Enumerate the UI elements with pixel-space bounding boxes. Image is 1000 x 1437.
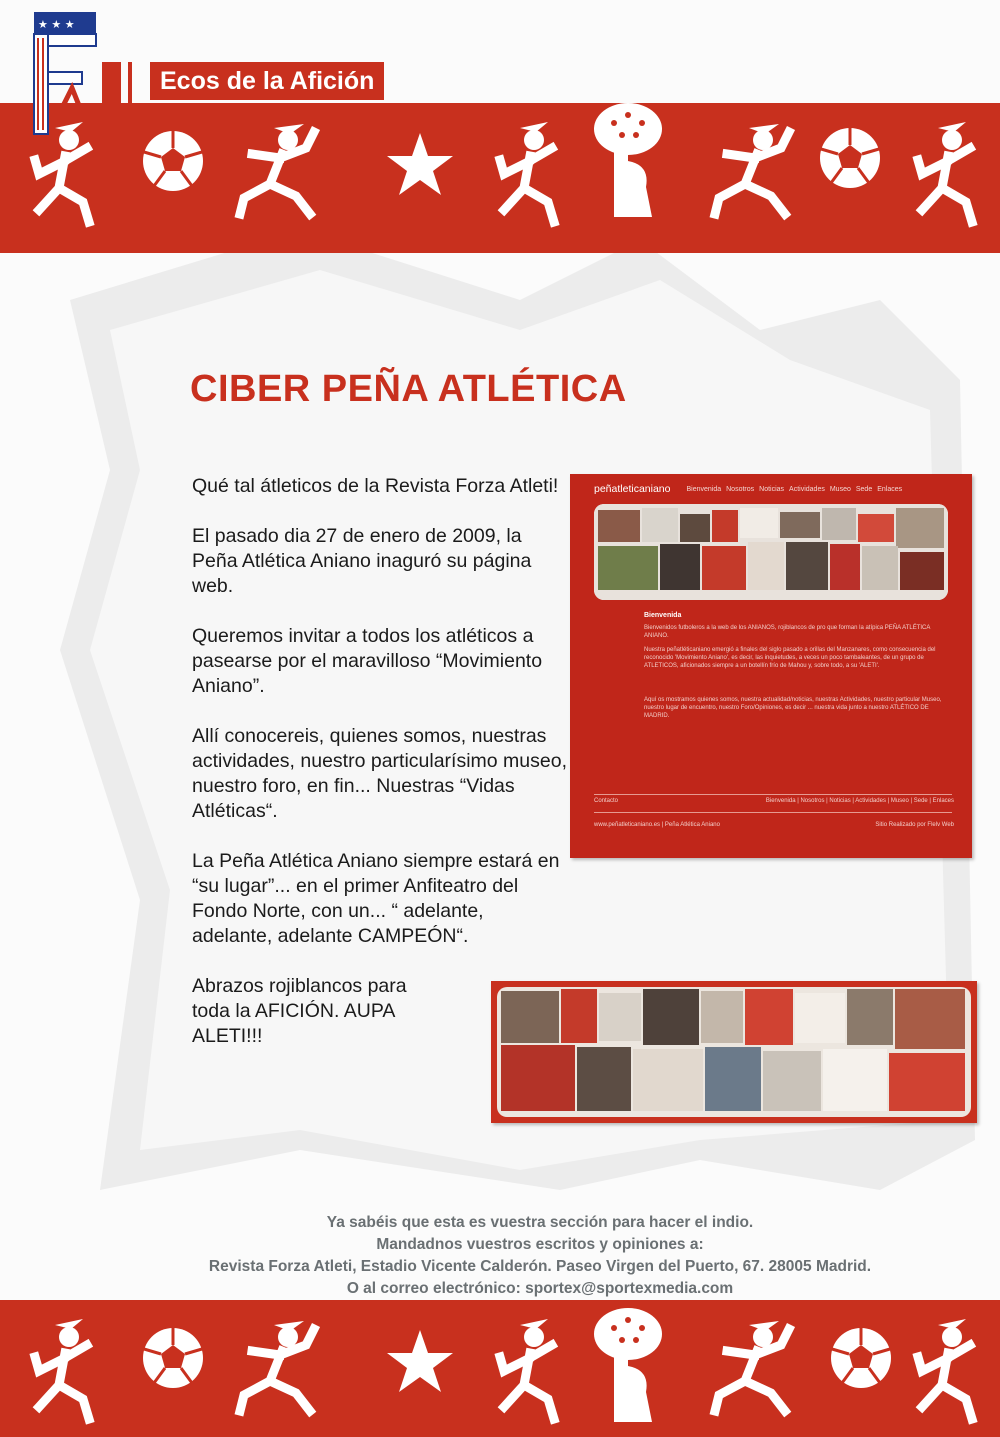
website-heading: Bienvenida bbox=[644, 612, 682, 619]
website-divider bbox=[594, 794, 952, 795]
bottom-icon-row bbox=[0, 1320, 1000, 1430]
svg-text:★ ★ ★: ★ ★ ★ bbox=[38, 18, 75, 31]
website-footer-credit-row bbox=[594, 822, 954, 828]
photo-collage-graphic bbox=[491, 981, 977, 1123]
website-paragraph: Bienvenidos futboleros a la web de los ANIANOS, rojiblancos de pro que forman la atípica PEÑA ATLÉTICA ANIANO. bbox=[644, 625, 931, 639]
website-credit: Sitio Realizado por Flelv Web bbox=[875, 822, 954, 828]
bottom-decorative-band bbox=[0, 1300, 1000, 1437]
article-paragraph: El pasado dia 27 de enero de 2009, la Peña Atlética Aniano inaguró su página web. bbox=[192, 525, 532, 597]
madrid-bear-tree-icon bbox=[592, 103, 664, 221]
website-footer-links: Bienvenida | Nosotros | Noticias | Actividades | Museo | Sede | Enlaces bbox=[765, 798, 954, 804]
dancing-figure-icon bbox=[490, 118, 570, 228]
dancing-figure-icon bbox=[908, 1315, 988, 1425]
contact-info bbox=[0, 1212, 1000, 1300]
website-paragraph: Aquí os mostramos quienes somos, nuestra actualidad/noticias, nuestras Actividades, nuestro particular Museo, nuestro lugar de encuentro, nuestro Foro/Opiniones, es decir ... nuestra vida junto a nuestro ATLÉTICO DE MADRID. bbox=[644, 697, 942, 719]
madrid-bear-tree-icon bbox=[592, 1306, 664, 1426]
top-icon-row bbox=[0, 123, 1000, 233]
article-paragraph: Abrazos rojiblancos para toda la AFICIÓN. AUPA ALETI!!! bbox=[192, 975, 407, 1047]
website-nav bbox=[686, 486, 902, 493]
website-divider bbox=[594, 812, 952, 813]
website-paragraph: Nuestra peñatléticaniano emergió a finales del siglo pasado a orillas del Manzanares, como consecuencia del reconocido 'Movimiento Aniano', es decir, las inquietudes, a veces un poco tambaleantes, de un grupo de ATLETICOS, aficionados siempre a un botellín frío de Mahou y, sobre todo, a su 'ALETI'. bbox=[644, 647, 936, 669]
website-photo-banner bbox=[594, 504, 948, 600]
star-icon bbox=[385, 131, 455, 197]
contact-line: Mandadnos vuestros escritos y opiniones a: bbox=[376, 1236, 704, 1253]
website-nav-item: Actividades bbox=[789, 485, 825, 493]
photo-collage bbox=[491, 981, 977, 1123]
article-paragraph: Queremos invitar a todos los atléticos a pasearse por el maravilloso “Movimiento Aniano”. bbox=[192, 625, 543, 697]
dancing-figure-icon bbox=[25, 1315, 105, 1425]
dancing-figure-icon bbox=[908, 118, 988, 228]
website-brand: peñatleticaniano bbox=[594, 483, 671, 495]
dancing-figure-icon bbox=[490, 1315, 570, 1425]
soccer-ball-icon bbox=[817, 125, 883, 191]
website-url: www.peñatleticaniano.es | Peña Atlética Aniano bbox=[594, 822, 720, 828]
website-contact-link: Contacto bbox=[594, 798, 619, 804]
article-paragraph: La Peña Atlética Aniano siempre estará en “su lugar”... en el primer Anfiteatro del Fondo Norte, con un... “ adelante, adelante, adelante CAMPEÓN“. bbox=[192, 850, 560, 947]
running-figure-icon bbox=[230, 1315, 325, 1425]
section-title: Ecos de la Afición bbox=[150, 62, 384, 100]
contact-email: O al correo electrónico: sportex@sportexmedia.com bbox=[346, 1280, 734, 1297]
forza-atleti-logo bbox=[28, 8, 108, 140]
article-paragraph: Qué tal átleticos de la Revista Forza Atleti! bbox=[192, 475, 559, 497]
website-footer-links-row bbox=[594, 798, 954, 804]
website-header bbox=[570, 474, 972, 504]
running-figure-icon bbox=[230, 118, 325, 228]
article-paragraph: Allí conocereis, quienes somos, nuestras actividades, nuestro particularísimo museo, nuestro foro, en fin... Nuestras “Vidas Atléticas“. bbox=[192, 725, 568, 822]
website-nav-item: Enlaces bbox=[877, 485, 903, 493]
soccer-ball-icon bbox=[140, 128, 206, 194]
photo-collage-graphic bbox=[594, 504, 948, 600]
website-screenshot bbox=[570, 474, 972, 858]
star-icon bbox=[385, 1328, 455, 1394]
soccer-ball-icon bbox=[828, 1325, 894, 1391]
soccer-ball-icon bbox=[140, 1325, 206, 1391]
website-nav-item: Bienvenida bbox=[686, 485, 722, 493]
website-nav-item: Nosotros bbox=[726, 485, 755, 493]
website-nav-item: Museo bbox=[829, 485, 851, 493]
website-nav-item: Noticias bbox=[759, 485, 785, 493]
top-decorative-band bbox=[0, 103, 1000, 253]
running-figure-icon bbox=[705, 1315, 800, 1425]
header-stripe-gap bbox=[121, 62, 128, 103]
article-title: CIBER PEÑA ATLÉTICA bbox=[190, 368, 627, 410]
contact-address: Revista Forza Atleti, Estadio Vicente Calderón. Paseo Virgen del Puerto, 67. 28005 Madrid. bbox=[208, 1258, 872, 1275]
website-nav-item: Sede bbox=[855, 485, 873, 493]
running-figure-icon bbox=[705, 118, 800, 228]
contact-line: Ya sabéis que esta es vuestra sección para hacer el indio. bbox=[326, 1214, 754, 1231]
